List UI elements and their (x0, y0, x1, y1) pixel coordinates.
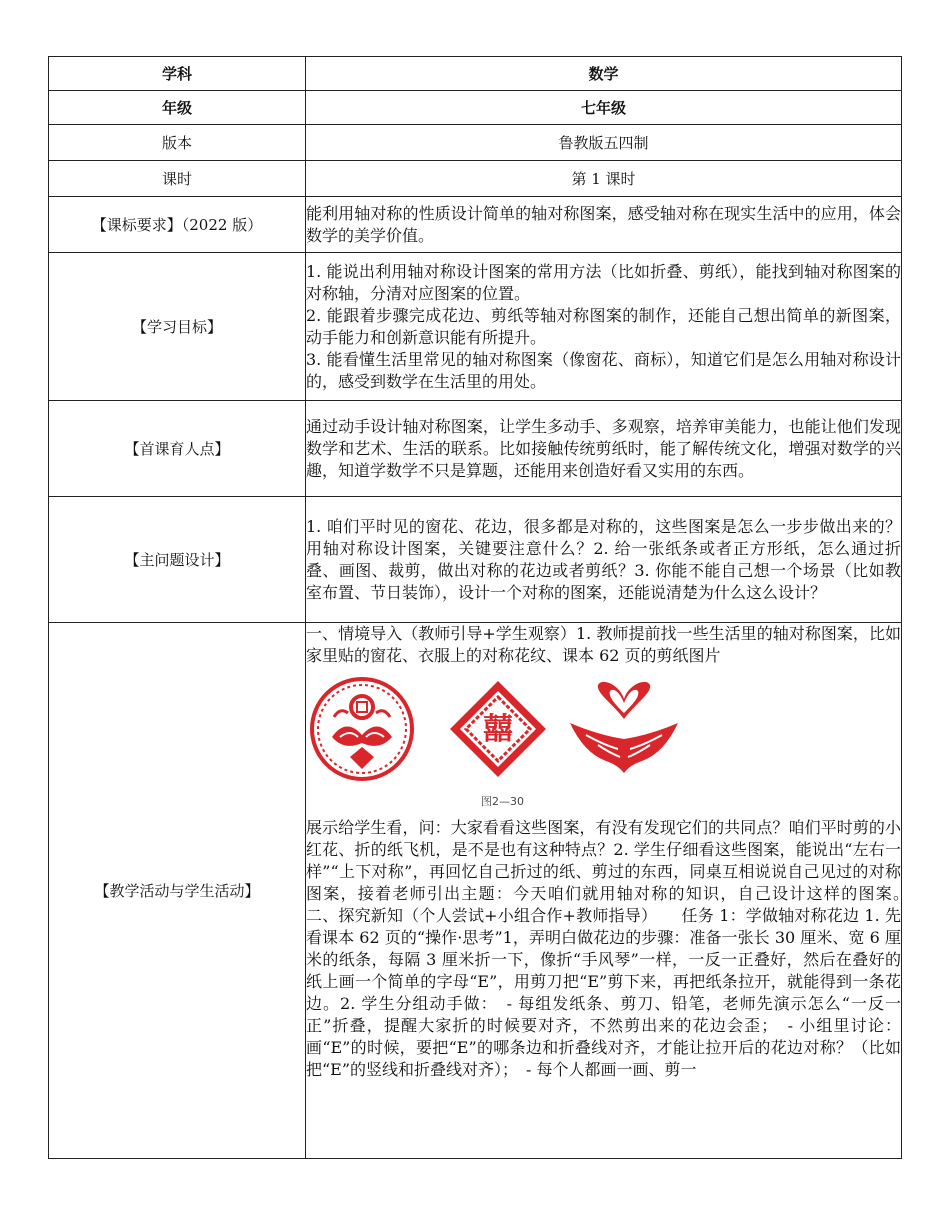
activities-intro: 一、情境导入（教师引导+学生观察）1. 教师提前找一些生活里的轴对称图案，比如家里贴的窗花、衣服上的对称花纹、课本 62 页的剪纸图片 (306, 624, 901, 665)
label-edition: 版本 (49, 125, 306, 161)
label-activities: 【教学活动与学生活动】 (49, 623, 306, 1159)
row-education (49, 401, 902, 497)
value-grade: 七年级 (306, 91, 902, 125)
value-questions: 1. 咱们平时见的窗花、花边，很多都是对称的，这些图案是怎么一步步做出来的？用轴对称设计图案，关键要注意什么？2. 给一张纸条或者正方形纸，怎么通过折叠、画图、裁剪，做出对称的花边或者剪纸？3. 你能不能自己想一个场景（比如教室布置、节日装饰），设计一个对称的图案，还能说清楚为什么这么设计？ (306, 497, 902, 623)
value-subject: 数学 (306, 57, 902, 91)
objective-item: 2. 能跟着步骤完成花边、剪纸等轴对称图案的制作，还能自己想出简单的新图案，动手能力和创新意识能有所提升。 (306, 305, 901, 347)
value-activities (306, 623, 934, 1159)
label-education: 【首课育人点】 (49, 401, 306, 497)
papercut-figure (306, 671, 901, 811)
label-standard: 【课标要求】（2022 版） (49, 197, 306, 253)
value-education: 通过动手设计轴对称图案，让学生多动手、多观察，培养审美能力，也能让他们发现数学和艺术、生活的联系。比如接触传统剪纸时，能了解传统文化，增强对数学的兴趣，知道学数学不只是算题，还能用来创造好看又实用的东西。 (306, 401, 902, 497)
label-questions: 【主问题设计】 (49, 497, 306, 623)
figure-caption: 图2—30 (481, 795, 524, 808)
row-questions (49, 497, 902, 623)
label-subject: 学科 (49, 57, 306, 91)
value-lesson: 第 1 课时 (306, 161, 902, 197)
round-papercut-image (310, 677, 414, 781)
row-activities (49, 623, 902, 1159)
row-edition (49, 125, 902, 161)
row-grade (49, 91, 902, 125)
swan-papercut-image (568, 679, 680, 779)
label-lesson: 课时 (49, 161, 306, 197)
activities-body: 展示给学生看，问：大家看看这些图案，有没有发现它们的共同点？咱们平时剪的小红花、折的纸飞机，是不是也有这种特点？2. 学生仔细看这些图案，能说出“左右一样”“上下对称”，再回忆自己折过的纸、剪过的东西，同桌互相说说自己见过的对称图案，接着老师引出主题：今天咱们就用轴对称的知识，自己设计这样的图案。 二、探究新知（个人尝试+小组合作+教师指导） 任务 1：学做轴对称花边 1. 先看课本 62 页的“操作·思考”1，弄明白做花边的步骤：准备一张长 30 厘米、宽 6 厘米的纸条，每隔 3 厘米折一下，像折“手风琴”一样，一反一正叠好，然后在叠好的纸上画一个简单的字母“E”，用剪刀把“E”剪下来，再把纸条拉开，就能得到一条花边。2. 学生分组动手做： - 每组发纸条、剪刀、铅笔，老师先演示怎么“一反一正”折叠，提醒大家折的时候要对齐，不然剪出来的花边会歪； - 小组里讨论：画“E”的时候，要把“E”的哪条边和折叠线对齐，才能让拉开后的花边对称？（比如把“E”的竖线和折叠线对齐）； - 每个人都画一画、剪一 (306, 818, 934, 1079)
lesson-plan-table (48, 56, 934, 1159)
value-edition: 鲁教版五四制 (306, 125, 902, 161)
value-objectives (306, 253, 902, 401)
label-objectives: 【学习目标】 (49, 253, 306, 401)
double-happiness-papercut-image (448, 679, 548, 779)
objective-item: 1. 能说出利用轴对称设计图案的常用方法（比如折叠、剪纸），能找到轴对称图案的对称轴，分清对应图案的位置。 (306, 261, 901, 303)
row-standard (49, 197, 902, 253)
row-subject (49, 57, 902, 91)
value-standard: 能利用轴对称的性质设计简单的轴对称图案，感受轴对称在现实生活中的应用，体会数学的美学价值。 (306, 197, 902, 253)
label-grade: 年级 (49, 91, 306, 125)
row-lesson (49, 161, 902, 197)
objective-item: 3. 能看懂生活里常见的轴对称图案（像窗花、商标），知道它们是怎么用轴对称设计的，感受到数学在生活里的用处。 (306, 349, 901, 391)
double-happiness-glyph: 囍 (483, 712, 513, 747)
row-objectives (49, 253, 902, 401)
